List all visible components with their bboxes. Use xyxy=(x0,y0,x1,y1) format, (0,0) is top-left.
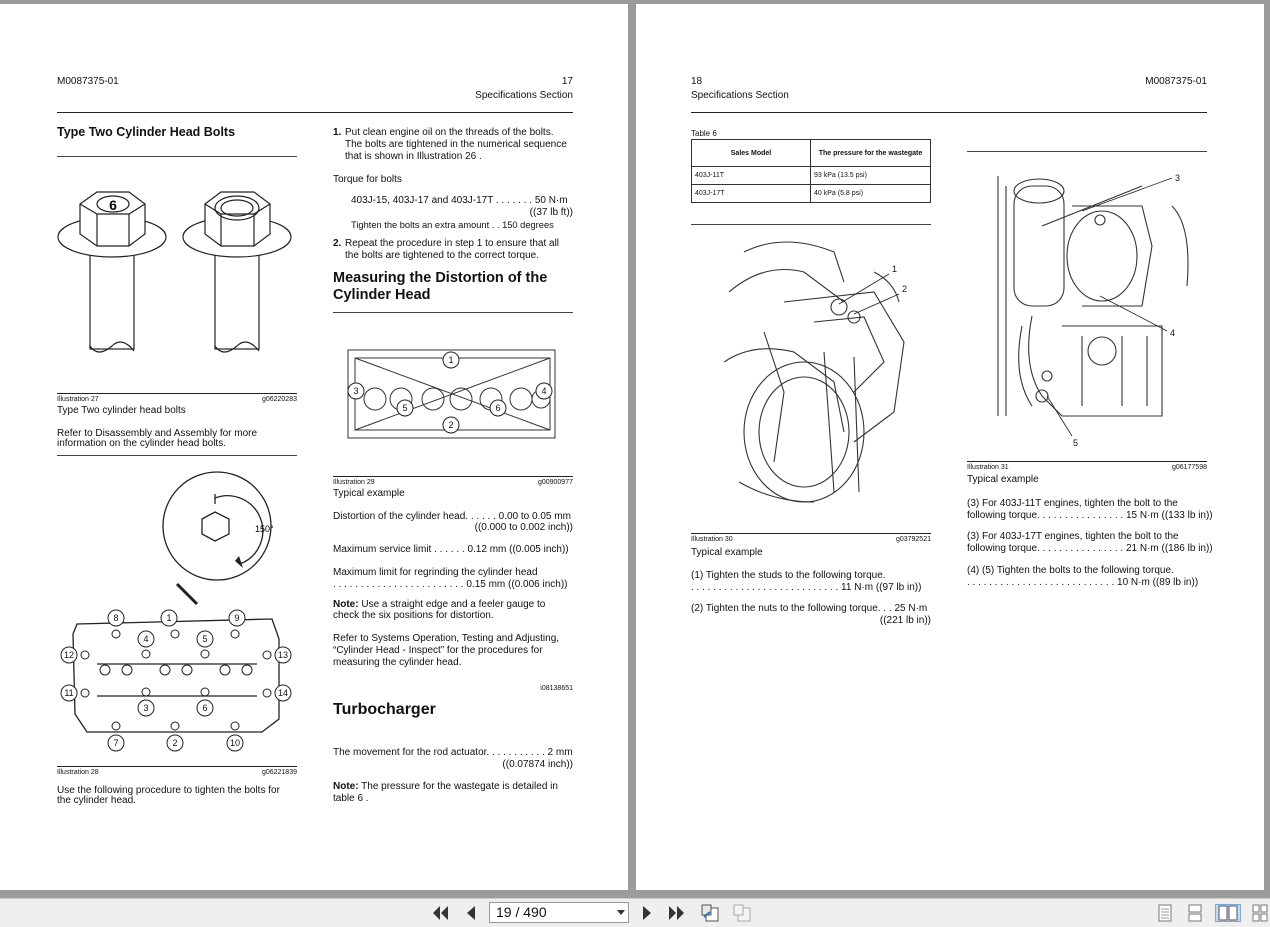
last-page-icon xyxy=(668,905,686,921)
facing-pages-icon xyxy=(1218,905,1238,921)
svg-text:14: 14 xyxy=(277,688,289,698)
torque-spec-1b: ((37 lb ft)) xyxy=(529,207,573,218)
note-label: Note: xyxy=(333,599,359,610)
previous-page-icon xyxy=(465,905,477,921)
note-text: Use a straight edge and a feeler gauge to xyxy=(358,599,546,610)
table-header: Sales Model xyxy=(692,140,811,167)
header-rule xyxy=(57,112,573,113)
bolts5-line1: (4) (5) Tighten the bolts to the following torque. xyxy=(967,565,1174,576)
refer-sys-line3: measuring the cylinder head. xyxy=(333,657,462,668)
turbocharger-studs-illustration xyxy=(724,232,914,522)
first-page-icon xyxy=(431,905,449,921)
page-number: 18 xyxy=(691,76,703,87)
ill29-label: Illustration 29 xyxy=(333,479,375,486)
previous-page-button[interactable] xyxy=(461,904,481,922)
chevron-down-icon xyxy=(617,910,625,915)
svg-text:3: 3 xyxy=(1175,173,1181,183)
svg-text:3: 3 xyxy=(353,386,359,396)
section-title: Specifications Section xyxy=(691,90,789,101)
bolt-17t-line1: (3) For 403J-17T engines, tighten the bolt to the xyxy=(967,531,1179,542)
section-rule xyxy=(57,455,297,456)
document-page-left xyxy=(0,4,628,890)
ill27-label: Illustration 27 xyxy=(57,396,99,403)
section-title: Specifications Section xyxy=(475,90,573,101)
svg-text:7: 7 xyxy=(113,738,119,748)
step1-number: 1. xyxy=(333,127,342,138)
bolt-mark-label: 6 xyxy=(109,197,117,213)
go-forward-view-button[interactable] xyxy=(732,904,752,922)
ill31-label: Illustration 31 xyxy=(967,464,1009,471)
svg-text:1: 1 xyxy=(166,613,172,623)
refer-sys-line1: Refer to Systems Operation, Testing and Adjusting, xyxy=(333,633,560,644)
svg-text:2: 2 xyxy=(448,420,454,430)
section-rule xyxy=(967,151,1207,152)
ill31-code: g06177598 xyxy=(1171,464,1207,471)
bolt-17t-line2: following torque. . . . . . . . . . . . . . . . 21 N·m ((186 lb in)) xyxy=(967,543,1213,554)
facing-view-button[interactable] xyxy=(1215,904,1241,922)
note-line2: check the six positions for distortion. xyxy=(333,610,494,621)
step1-line1: Put clean engine oil on the threads of the bolts. xyxy=(345,127,554,138)
section-rule xyxy=(691,224,931,225)
ill28-label: Illustration 28 xyxy=(57,769,99,776)
step2-line2: the bolts are tightened to the correct torque. xyxy=(345,250,540,261)
svg-text:1: 1 xyxy=(448,355,454,365)
reference-code: i08138651 xyxy=(540,685,573,692)
cylinder-head-distortion-diagram xyxy=(345,344,560,444)
wastegate-pressure-table xyxy=(691,139,931,203)
go-back-view-icon xyxy=(700,904,720,922)
heading-distortion-line1: Measuring the Distortion of the xyxy=(333,270,548,286)
torque-spec-1: 403J-15, 403J-17 and 403J-17T . . . . . . . 50 N·m xyxy=(351,195,568,206)
single-page-view-button[interactable] xyxy=(1155,904,1175,922)
ill30-label: Illustration 30 xyxy=(691,536,733,543)
refer-text-line2: information on the cylinder head bolts. xyxy=(57,438,226,449)
section-rule xyxy=(333,312,573,313)
studs-line1: (1) Tighten the studs to the following torque. xyxy=(691,570,886,581)
svg-text:13: 13 xyxy=(277,650,289,660)
svg-text:6: 6 xyxy=(495,403,501,413)
go-back-view-button[interactable] xyxy=(700,904,720,922)
note2-label: Note: xyxy=(333,781,359,792)
page-number-select[interactable] xyxy=(489,902,629,923)
table-label: Table 6 xyxy=(691,129,717,138)
ill29-caption: Typical example xyxy=(333,488,405,499)
note2-line1 xyxy=(333,781,558,793)
ill28-code: g06221839 xyxy=(261,769,297,776)
figure-rule xyxy=(333,476,573,477)
svg-text:8: 8 xyxy=(113,613,119,623)
step2-number: 2. xyxy=(333,238,342,249)
doc-id: M0087375-01 xyxy=(57,76,119,87)
ill29-code: g00900977 xyxy=(537,479,573,486)
bolt-11t-line2: following torque. . . . . . . . . . . . . . . . 15 N·m ((133 lb in)) xyxy=(967,510,1213,521)
next-page-icon xyxy=(641,905,653,921)
step1-line2: The bolts are tightened in the numerical sequence xyxy=(345,139,567,150)
page-indicator: 19 / 490 xyxy=(496,904,547,920)
rod-actuator-spec: The movement for the rod actuator. . . . . . . . . . . 2 mm xyxy=(333,747,573,758)
page-number: 17 xyxy=(561,76,573,87)
svg-text:4: 4 xyxy=(143,634,149,644)
continuous-view-button[interactable] xyxy=(1185,904,1205,922)
regrind-line1: Maximum limit for regrinding the cylinder head xyxy=(333,567,538,578)
ill27-code: g06220283 xyxy=(261,396,297,403)
use-text-line1: Use the following procedure to tighten the bolts for xyxy=(57,785,280,796)
bolt-illustration xyxy=(57,174,297,364)
figure-rule xyxy=(691,533,931,534)
wastegate-actuator-illustration xyxy=(992,166,1202,451)
heading-bolts: Type Two Cylinder Head Bolts xyxy=(57,125,236,139)
heading-turbocharger: Turbocharger xyxy=(333,701,436,718)
table-row xyxy=(692,185,931,203)
ill30-code: g03792521 xyxy=(895,536,931,543)
note2-text: The pressure for the wastegate is detailed in xyxy=(358,781,558,792)
angle-label: 150° xyxy=(255,524,274,534)
svg-text:5: 5 xyxy=(1073,438,1079,448)
go-forward-view-icon xyxy=(732,904,752,922)
studs-line2: . . . . . . . . . . . . . . . . . . . . . . . . . . . 11 N·m ((97 lb in)) xyxy=(691,582,922,593)
header-rule xyxy=(691,112,1207,113)
section-rule xyxy=(57,156,297,157)
refer-sys-line2: “Cylinder Head - Inspect” for the procedures for xyxy=(333,645,543,656)
table-cell: 40 kPa (5.8 psi) xyxy=(811,185,931,203)
single-page-icon xyxy=(1157,904,1173,922)
svg-text:1: 1 xyxy=(892,264,898,274)
figure-rule xyxy=(57,393,297,394)
last-page-button[interactable] xyxy=(667,904,687,922)
bolt-sequence-diagram xyxy=(57,464,297,754)
svg-text:12: 12 xyxy=(63,650,75,660)
table-header: The pressure for the wastegate xyxy=(811,140,931,167)
svg-text:9: 9 xyxy=(234,613,240,623)
first-page-button[interactable] xyxy=(430,904,450,922)
figure-rule xyxy=(967,461,1207,462)
table-cell: 403J-17T xyxy=(692,185,811,203)
svg-text:4: 4 xyxy=(1170,328,1176,338)
bolts5-line2: . . . . . . . . . . . . . . . . . . . . . . . . . . . 10 N·m ((89 lb in)) xyxy=(967,577,1199,588)
torque-label: Torque for bolts xyxy=(333,174,402,185)
doc-id: M0087375-01 xyxy=(1145,76,1207,87)
heading-distortion-line2: Cylinder Head xyxy=(333,287,431,303)
ill31-caption: Typical example xyxy=(967,474,1039,485)
viewer-toolbar xyxy=(0,898,1270,927)
document-page-right xyxy=(636,4,1264,890)
continuous-facing-icon xyxy=(1252,904,1268,922)
table-cell: 93 kPa (13.5 psi) xyxy=(811,167,931,185)
torque-spec-2: Tighten the bolts an extra amount . . 150 degrees xyxy=(351,220,554,230)
ill30-caption: Typical example xyxy=(691,547,763,558)
use-text-line2: the cylinder head. xyxy=(57,795,136,806)
table-cell: 403J-11T xyxy=(692,167,811,185)
svg-text:11: 11 xyxy=(64,688,74,698)
continuous-page-icon xyxy=(1187,904,1203,922)
nuts-line2: ((221 lb in)) xyxy=(879,615,931,626)
nuts-line1: (2) Tighten the nuts to the following torque. . . 25 N·m xyxy=(691,603,928,614)
continuous-facing-view-button[interactable] xyxy=(1250,904,1270,922)
svg-text:6: 6 xyxy=(202,703,208,713)
svg-text:2: 2 xyxy=(902,284,908,294)
svg-text:5: 5 xyxy=(202,634,208,644)
table-header-row xyxy=(692,140,931,167)
bolt-11t-line1: (3) For 403J-11T engines, tighten the bolt to the xyxy=(967,498,1178,509)
ill27-caption: Type Two cylinder head bolts xyxy=(57,405,186,416)
next-page-button[interactable] xyxy=(637,904,657,922)
regrind-line2: . . . . . . . . . . . . . . . . . . . . . . . . 0.15 mm ((0.006 inch)) xyxy=(333,579,568,590)
step2-line1: Repeat the procedure in step 1 to ensure that all xyxy=(345,238,560,249)
rod-actuator-inch: ((0.07874 inch)) xyxy=(502,759,573,770)
svg-text:3: 3 xyxy=(143,703,149,713)
svg-text:5: 5 xyxy=(402,403,408,413)
svg-text:4: 4 xyxy=(541,386,547,396)
max-service-limit: Maximum service limit . . . . . . 0.12 mm ((0.005 inch)) xyxy=(333,544,569,555)
table-row xyxy=(692,167,931,185)
refer-text-line1: Refer to Disassembly and Assembly for more xyxy=(57,428,258,439)
distortion-spec: Distortion of the cylinder head. . . . . . 0.00 to 0.05 mm xyxy=(333,511,571,522)
figure-rule xyxy=(57,766,297,767)
svg-text:10: 10 xyxy=(229,738,241,748)
svg-text:2: 2 xyxy=(172,738,178,748)
step1-line3: that is shown in Illustration 26 . xyxy=(345,151,482,162)
distortion-spec-inch: ((0.000 to 0.002 inch)) xyxy=(474,522,573,533)
note2-line2: table 6 . xyxy=(333,793,369,804)
